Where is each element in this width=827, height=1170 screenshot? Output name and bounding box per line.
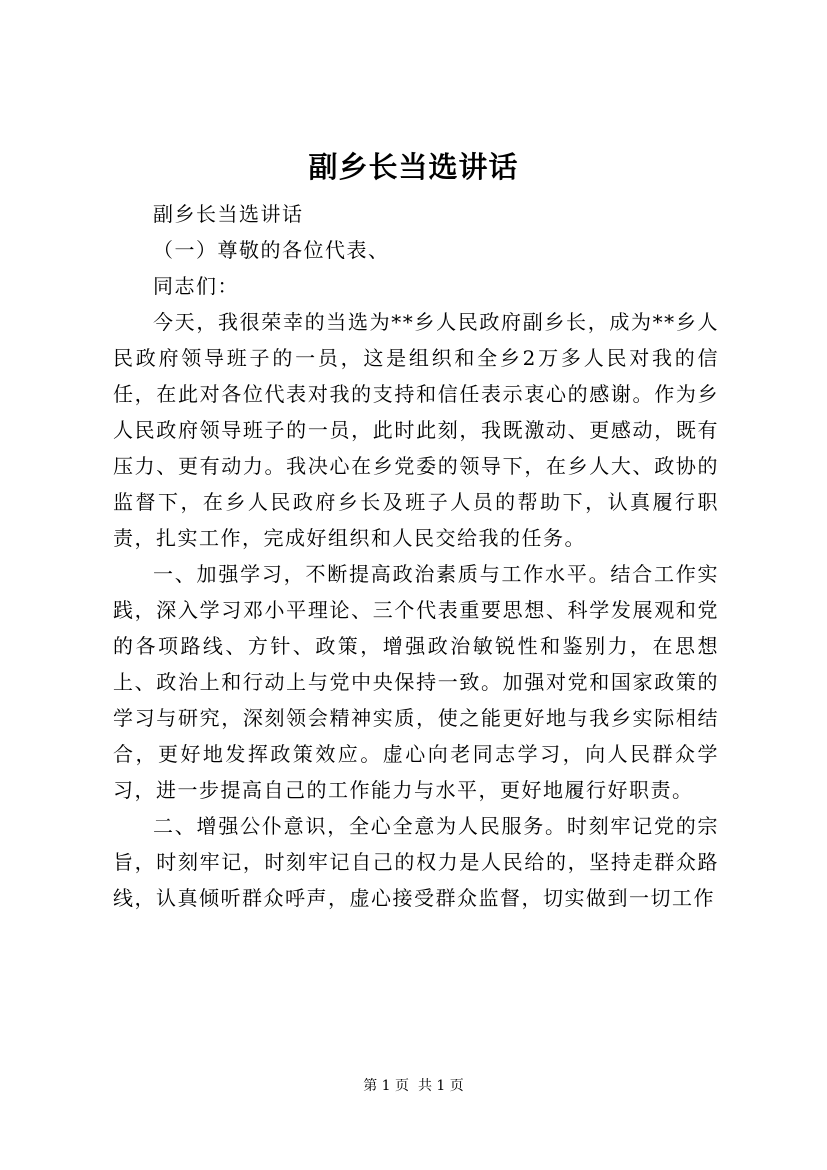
paragraph-salutation: （一）尊敬的各位代表、 xyxy=(153,238,390,262)
paragraph-intro: 今天，我很荣幸的当选为**乡人民政府副乡长，成为**乡人民政府领导班子的一员，这是组织和全乡2万多人民对我的信任，在此对各位代表对我的支持和信任表示衷心的感谢。作为乡人民政府领导班子的一员，此时此刻，我既激动、更感动，既有压力、更有动力。我决心在乡党委的领导下，在乡人大、政协的监督下，在乡人民政府乡长及班子人员的帮助下，认真履行职责，扎实工作，完成好组织和人民交给我的任务。 xyxy=(113,310,719,550)
document-body xyxy=(113,196,719,916)
paragraph-point-two: 二、增强公仆意识，全心全意为人民服务。时刻牢记党的宗旨，时刻牢记，时刻牢记自己的权力是人民给的，坚持走群众路线，认真倾听群众呼声，虚心接受群众监督，切实做到一切工作 xyxy=(113,814,719,910)
page-title: 副乡长当选讲话 xyxy=(308,150,519,184)
paragraph-point-one: 一、加强学习，不断提高政治素质与工作水平。结合工作实践，深入学习邓小平理论、三个代表重要思想、科学发展观和党的各项路线、方针、政策，增强政治敏锐性和鉴别力，在思想上、政治上和行动上与党中央保持一致。加强对党和国家政策的学习与研究，深刻领会精神实质，使之能更好地与我乡实际相结合，更好地发挥政策效应。虚心向老同志学习，向人民群众学习，进一步提高自己的工作能力与水平，更好地履行好职责。 xyxy=(113,562,719,802)
paragraph-subtitle: 副乡长当选讲话 xyxy=(153,202,304,226)
page-footer: 第 1 页 共 1 页 xyxy=(363,1078,464,1094)
paragraph-addressee: 同志们： xyxy=(153,274,239,298)
